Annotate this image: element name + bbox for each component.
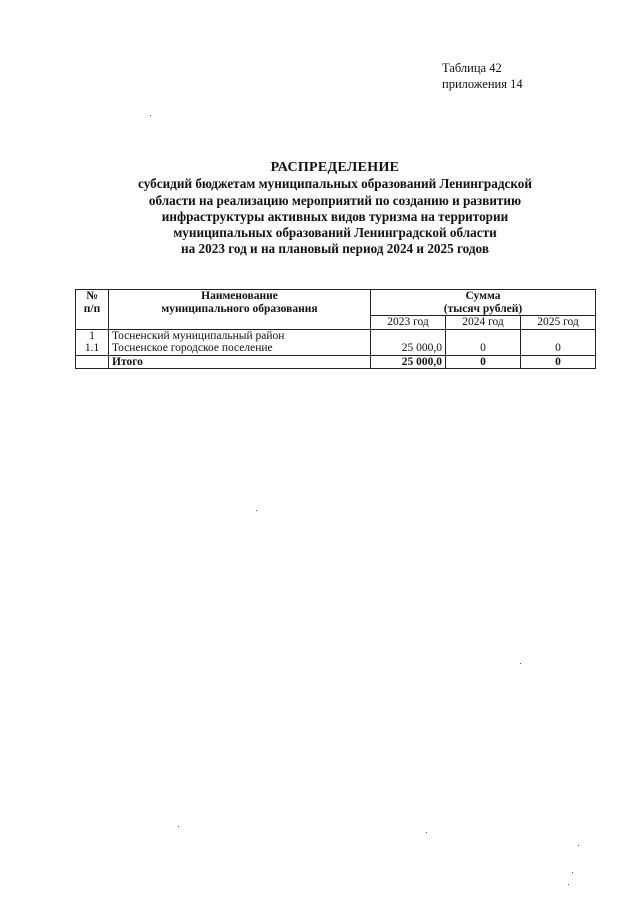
title-line-2: области на реализацию мероприятий по созданию и развитию bbox=[148, 192, 522, 208]
total-2024: 0 bbox=[446, 355, 521, 369]
distribution-table bbox=[75, 289, 596, 369]
title-main: РАСПРЕДЕЛЕНИЕ bbox=[270, 160, 400, 175]
row-num: 1 bbox=[76, 329, 109, 342]
header-row bbox=[76, 290, 596, 316]
scan-speck bbox=[178, 826, 179, 827]
title-line-1: субсидий бюджетам муниципальных образований Ленинградской bbox=[138, 176, 532, 192]
header-name: Наименование муниципального образования bbox=[109, 290, 371, 330]
header-2025: 2025 год bbox=[521, 316, 596, 330]
row-num: 1.1 bbox=[76, 342, 109, 355]
title-line-5: на 2023 год и на плановый период 2024 и 2025 годов bbox=[181, 241, 489, 257]
row-2025 bbox=[521, 329, 596, 342]
header-2024: 2024 год bbox=[446, 316, 521, 330]
header-sum: Сумма (тысяч рублей) bbox=[371, 290, 596, 316]
table-row bbox=[76, 342, 596, 355]
title-line-3: инфраструктуры активных видов туризма на территории bbox=[161, 208, 509, 224]
table-reference bbox=[442, 60, 523, 92]
row-2025: 0 bbox=[521, 342, 596, 355]
total-num bbox=[76, 355, 109, 369]
total-2023: 25 000,0 bbox=[371, 355, 446, 369]
table-row bbox=[76, 329, 596, 342]
row-2024 bbox=[446, 329, 521, 342]
row-2024: 0 bbox=[446, 342, 521, 355]
total-label: Итого bbox=[109, 355, 371, 369]
reference-line-2: приложения 14 bbox=[442, 77, 523, 91]
row-2023: 25 000,0 bbox=[371, 342, 446, 355]
row-name: Тосненское городское поселение bbox=[109, 342, 371, 355]
total-row bbox=[76, 355, 596, 369]
reference-line-1: Таблица 42 bbox=[442, 61, 502, 75]
scan-speck bbox=[572, 872, 573, 873]
header-2023: 2023 год bbox=[371, 316, 446, 330]
title-line-4: муниципальных образований Ленинградской области bbox=[173, 225, 497, 241]
total-2025: 0 bbox=[521, 355, 596, 369]
header-num: № п/п bbox=[76, 290, 109, 330]
scan-speck bbox=[426, 832, 427, 833]
row-2023 bbox=[371, 329, 446, 342]
scan-speck bbox=[520, 663, 521, 664]
scan-speck bbox=[578, 845, 579, 846]
scan-speck bbox=[150, 115, 151, 116]
document-title bbox=[90, 160, 580, 258]
scan-speck bbox=[256, 510, 257, 511]
row-name: Тосненский муниципальный район bbox=[109, 329, 371, 342]
scan-speck bbox=[568, 884, 569, 885]
